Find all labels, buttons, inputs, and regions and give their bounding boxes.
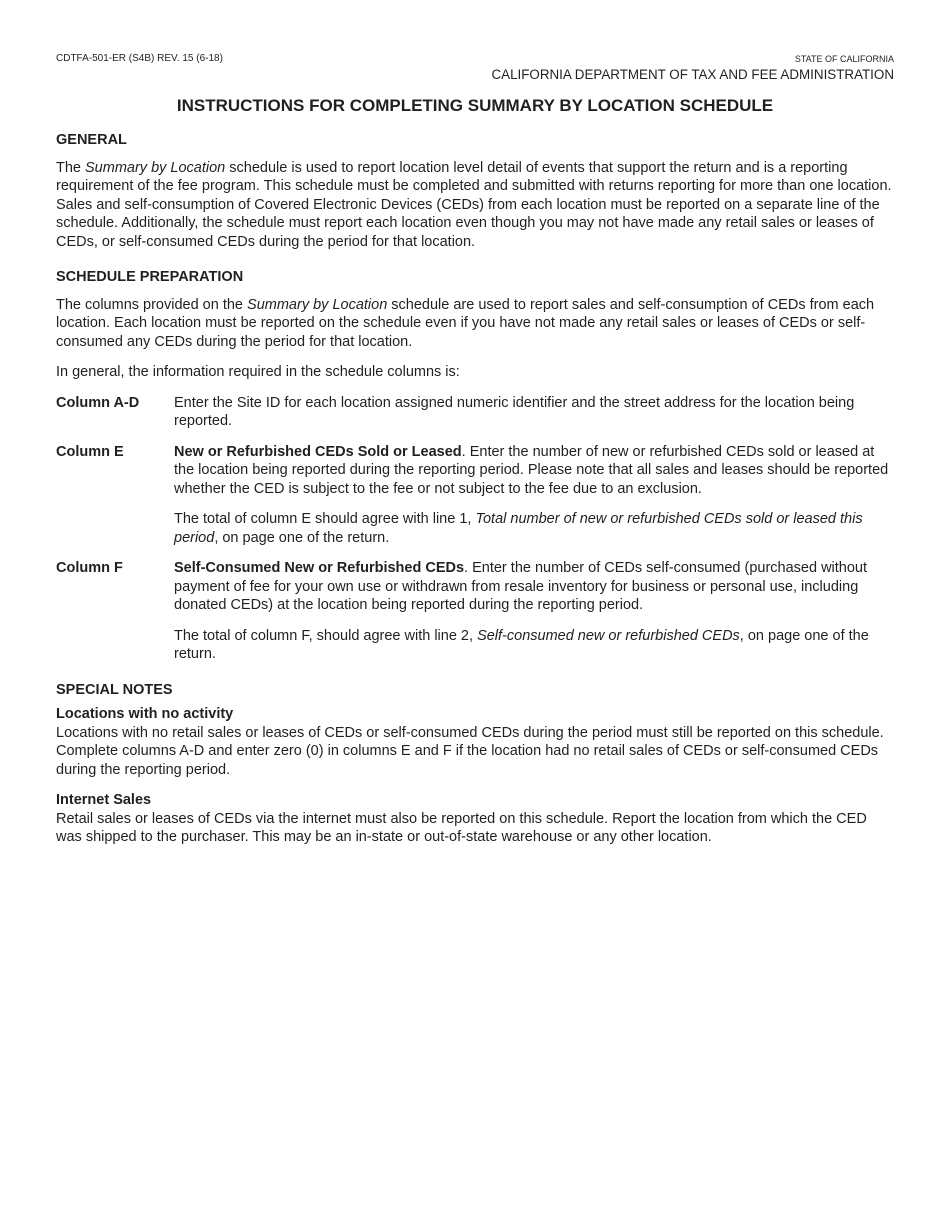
column-e-label: Column E (56, 443, 124, 460)
text-run: schedule is used to report location level detail of events that support the return and is a reporting requirement of the fee program. This schedule must be completed and submitted with returns reporting for more than one location. Sales and self-consumption of Covered Electronic Devices (CEDs) from each location must be reported on a separate line of the schedule. Additionally, the schedule must report each location even though you may not have made any retail sales or leases of CEDs, or self-consumed CEDs during the period for that location. (56, 159, 892, 250)
internet-sales-heading: Internet Sales (56, 792, 152, 808)
column-f-row (56, 559, 896, 664)
column-e-row (56, 443, 896, 548)
document-body (56, 131, 896, 864)
no-activity-heading: Locations with no activity (56, 706, 234, 722)
italic-run: Summary by Location (247, 296, 388, 313)
italic-run: Total number of new or refurbished CEDs sold or leased this period (174, 511, 863, 546)
internet-sales-note (56, 791, 896, 847)
general-paragraph (56, 159, 896, 252)
text-run: . Enter the number of CEDs self-consumed (purchased without payment of fee for your own use or withdrawn from resale inventory for business or personal use, including donated CEDs) at the location being reported during the reporting period. (174, 560, 868, 613)
text-run: , on page one of the return. (174, 627, 869, 662)
page-title: INSTRUCTIONS FOR COMPLETING SUMMARY BY LOCATION SCHEDULE (176, 96, 774, 115)
general-heading: GENERAL (56, 132, 127, 148)
column-f-label: Column F (56, 560, 123, 576)
department-label: CALIFORNIA DEPARTMENT OF TAX AND FEE ADMINISTRATION (491, 67, 894, 82)
column-ad-row (56, 394, 896, 431)
state-label: STATE OF CALIFORNIA (794, 54, 894, 64)
prep-heading: SCHEDULE PREPARATION (56, 269, 244, 285)
agency-header (491, 54, 894, 83)
column-ad-description: Enter the Site ID for each location assigned numeric identifier and the street address for the location being reported. (174, 394, 855, 429)
italic-run: Self-consumed new or refurbished CEDs (477, 627, 740, 644)
prep-paragraph (56, 296, 896, 352)
bold-run: Self-Consumed New or Refurbished CEDs (174, 560, 465, 576)
text-run: The columns provided on the (56, 296, 248, 313)
notes-heading: SPECIAL NOTES (56, 681, 173, 698)
column-f-total (174, 627, 896, 664)
text-run: schedule are used to report sales and self-consumption of CEDs from each location. Each location must be reported on the schedule even if you have not made any retail sales or leases of CEDs or self-consumed any CEDs during the period for that location. (56, 296, 875, 350)
text-run: The total of column E should agree with line 1, (174, 511, 476, 527)
column-e-text (174, 443, 896, 548)
internet-sales-text: Retail sales or leases of CEDs via the internet must also be reported on this schedule. Report the location from which the CED was shipped to the purchaser. This may be an in-state or out-of-state warehouse or any other location. (56, 810, 867, 845)
column-e-total (174, 510, 896, 547)
column-f-description (174, 559, 896, 615)
column-f-text (174, 559, 896, 664)
text-run: The total of column F, should agree with line 2, (174, 627, 478, 644)
special-notes-section (56, 681, 896, 847)
prep-intro: In general, the information required in the schedule columns is: (56, 364, 460, 380)
no-activity-note (56, 705, 896, 779)
schedule-preparation-section (56, 268, 896, 664)
text-run: . Enter the number of new or refurbished CEDs sold or leased at the location being reported during the reporting period. Please note that all sales and leases should be reported whether the CED is subject to the fee or not subject to the fee due to an exclusion. (174, 443, 889, 497)
column-ad-label: Column A-D (56, 394, 140, 411)
italic-run: Summary by Location (85, 159, 226, 176)
no-activity-text: Locations with no retail sales or leases of CEDs or self-consumed CEDs during the period must still be reported on this schedule. Complete columns A-D and enter zero (0) in columns E and F if the location had no retail sales of CEDs or self-consumed CEDs during the reporting period. (56, 724, 884, 778)
general-section (56, 131, 896, 251)
form-id: CDTFA-501-ER (S4B) REV. 15 (6-18) (56, 53, 223, 64)
text-run: , on page one of the return. (214, 529, 390, 546)
column-ad-text (174, 394, 896, 431)
bold-run: New or Refurbished CEDs Sold or Leased (174, 443, 462, 460)
text-run: The (56, 159, 86, 176)
column-e-description (174, 443, 896, 499)
